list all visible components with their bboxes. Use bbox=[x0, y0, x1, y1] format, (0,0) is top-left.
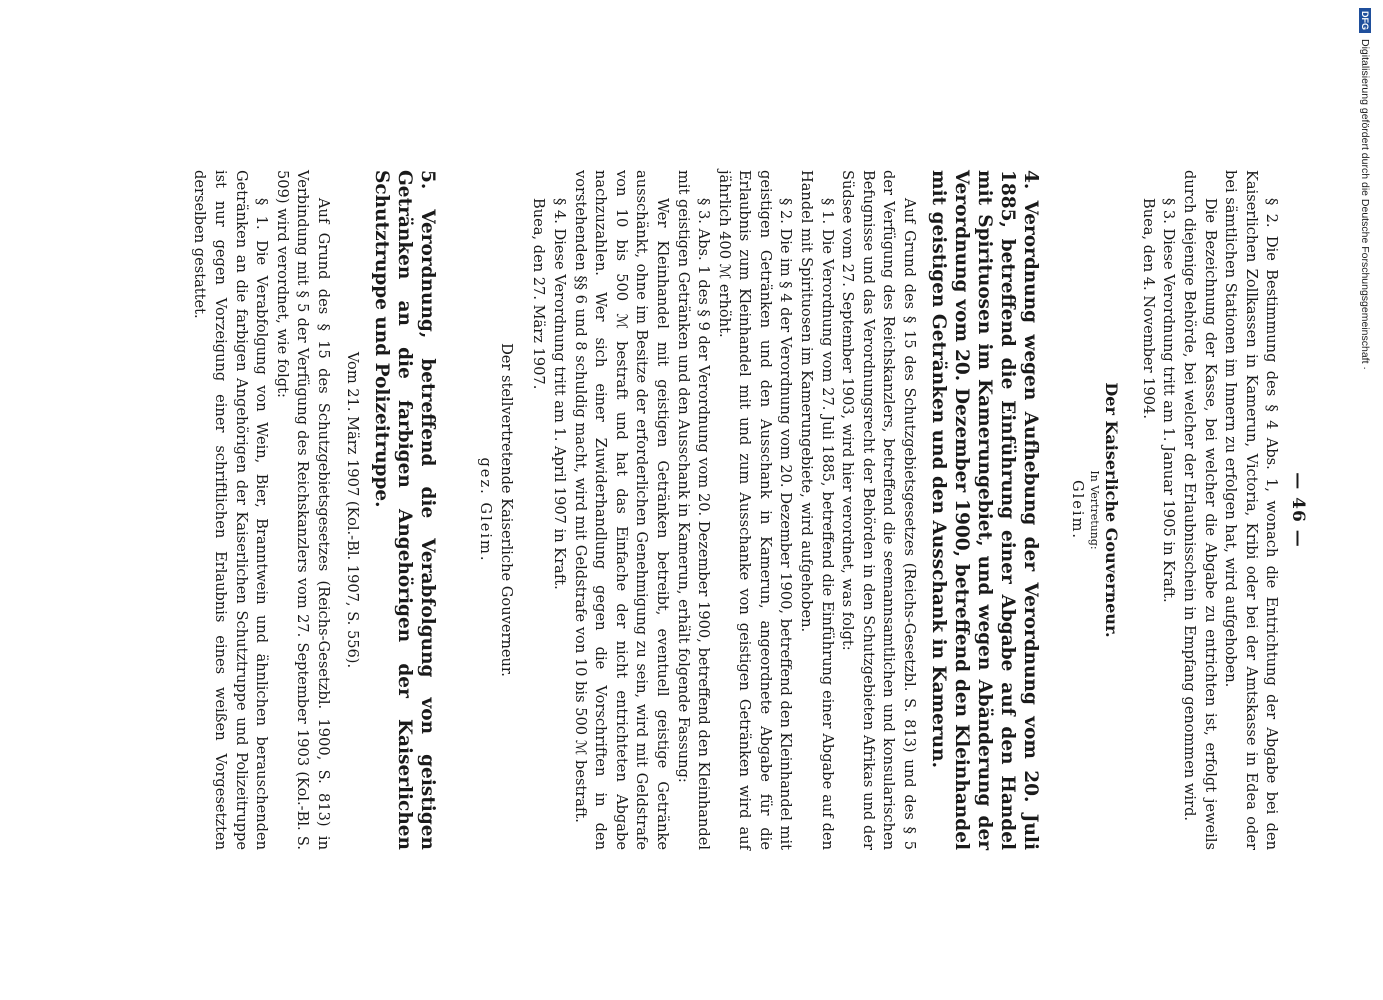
section-5-par1: § 1. Die Verabfolgung von Wein, Bier, Branntwein und ähnlichen berauschenden Getränken an die farbigen Angehörigen der Kaiserlichen Schutztruppe und Polizeitruppe ist nur gegen Vorzeigung einer schriftlichen Erlaubnis eines weißen Vorgesetzten derselben gestattet. bbox=[191, 170, 271, 850]
section-4-title: 4. Verordnung wegen Aufhebung der Verordnung vom 20. Juli 1885, betreffend die Einführung einer Abgabe auf den Handel mit Spirituosen im Kamerungebiet, und wegen Abänderung der Verordnung vom 20. Dezember 1900, betreffend den Kleinhandel mit geistigen Getränken und den Ausschank in Kamerun. bbox=[928, 170, 1042, 850]
section-4-place-date: Buea, den 27. März 1907. bbox=[530, 198, 548, 390]
page-number: — 46 — bbox=[1288, 472, 1308, 548]
digitization-note-text: Digitalisierung gefördert durch die Deutsche Forschungsgemeinschaft · bbox=[1359, 39, 1371, 370]
section-4-par3-text: Wer Kleinhandel mit geistigen Getränken betreibt, eventuell geistige Getränke ausschänkt, ohne im Besitze der erforderlichen Genehmigung zu sein, wird mit Geldstrafe von 10 bis 500 ℳ bestraft und hat das Einfache der nicht entrichteten Abgabe nachzuzahlen. Wer sich einer Zuwiderhandlung gegen die Vorschriften in den vorstehenden §§ 6 und 8 schuldig macht, wird mit Geldstrafe von 10 bis 500 ℳ bestraft. bbox=[571, 170, 671, 850]
signature-name: Gleim. bbox=[1068, 479, 1086, 541]
section-4-par2: § 2. Die im § 4 der Verordnung vom 20. Dezember 1900, betreffend den Kleinhandel mit geistigen Getränken und den Ausschank in Kamerun, angeordnete Abgabe für die Erlaubnis zum Kleinhandel mit und zum Ausschanke von geistigen Getränken wird auf jährlich 400 ℳ erhöht. bbox=[715, 170, 795, 850]
section-5-preamble: Auf Grund des § 15 des Schutzgebietsgesetzes (Reichs-Gesetzbl. 1900, S. 813) in Verbindung mit § 5 der Verfügung des Reichskanzlers vom 27. September 1903 (Kol.-Bl. S. 509) wird verordnet, wie folgt: bbox=[273, 170, 332, 850]
paragraph-section3: § 3. Diese Verordnung tritt am 1. Januar 1905 in Kraft. bbox=[1160, 198, 1178, 603]
paragraph-cash-office: Die Bezeichnung der Kasse, bei welcher die Abgabe zu entrichten ist, erfolgt jeweils durch diejenige Behörde, bei welcher der Erlaubnisschein in Empfang genommen wird. bbox=[1181, 170, 1219, 850]
section-4-par1: § 1. Die Verordnung vom 27. Juli 1885, betreffend die Einführung einer Abgabe auf den Handel mit Spirituosen im Kamerungebiete, wird aufgehoben. bbox=[798, 170, 836, 850]
section-4-signature-name: gez. Gleim. bbox=[477, 457, 495, 563]
signature-title: Der Kaiserliche Gouverneur. bbox=[1102, 382, 1122, 638]
section-4-signature-title: Der stellvertretende Kaiserliche Gouverneur. bbox=[497, 343, 515, 677]
paragraph-section2: § 2. Die Bestimmung des § 4 Abs. 1, wonach die Entrichtung der Abgabe bei den Kaiserlichen Zollkassen in Kamerun, Victoria, Kribi oder bei der Amtskasse in Edea oder bei sämtlichen Stationen im Innern zu erfolgen hat, wird aufgehoben. bbox=[1222, 170, 1281, 850]
section-5-title: 5. Verordnung, betreffend die Verabfolgung von geistigen Getränken an die farbigen Angehörigen der Kaiserlichen Schutztruppe und Polizeitruppe. bbox=[370, 170, 438, 850]
dfg-logo-badge: DFG bbox=[1359, 8, 1371, 33]
paragraph-place-date: Buea, den 4. November 1904. bbox=[1139, 198, 1157, 419]
section-4-par3: § 3. Abs. 1 des § 9 der Verordnung vom 20. Dezember 1900, betreffend den Kleinhandel mit geistigen Getränken und den Ausschank in Kamerun, erhält folgende Fassung: bbox=[674, 170, 713, 850]
section-4-preamble: Auf Grund des § 15 des Schutzgebietsgesetzes (Reichs-Gesetzbl. S. 813) und des § 5 der Verfügung des Reichskanzlers, betreffend die seemannsamtlichen und konsularischen Befugnisse und das Verordnungsrecht der Behörden in den Schutzgebieten Afrikas und der Südsee vom 27. September 1903, wird hier verordnet, was folgt: bbox=[839, 170, 919, 850]
signature-deputy: In Vertretung: bbox=[1087, 470, 1101, 550]
section-5-date: Vom 21. März 1907 (Kol.-Bl. 1907, S. 556). bbox=[343, 351, 361, 669]
text-column bbox=[189, 170, 1308, 850]
digitization-note bbox=[1355, 8, 1375, 1000]
section-4-par4: § 4. Diese Verordnung tritt am 1. April 1907 in Kraft. bbox=[550, 198, 568, 590]
